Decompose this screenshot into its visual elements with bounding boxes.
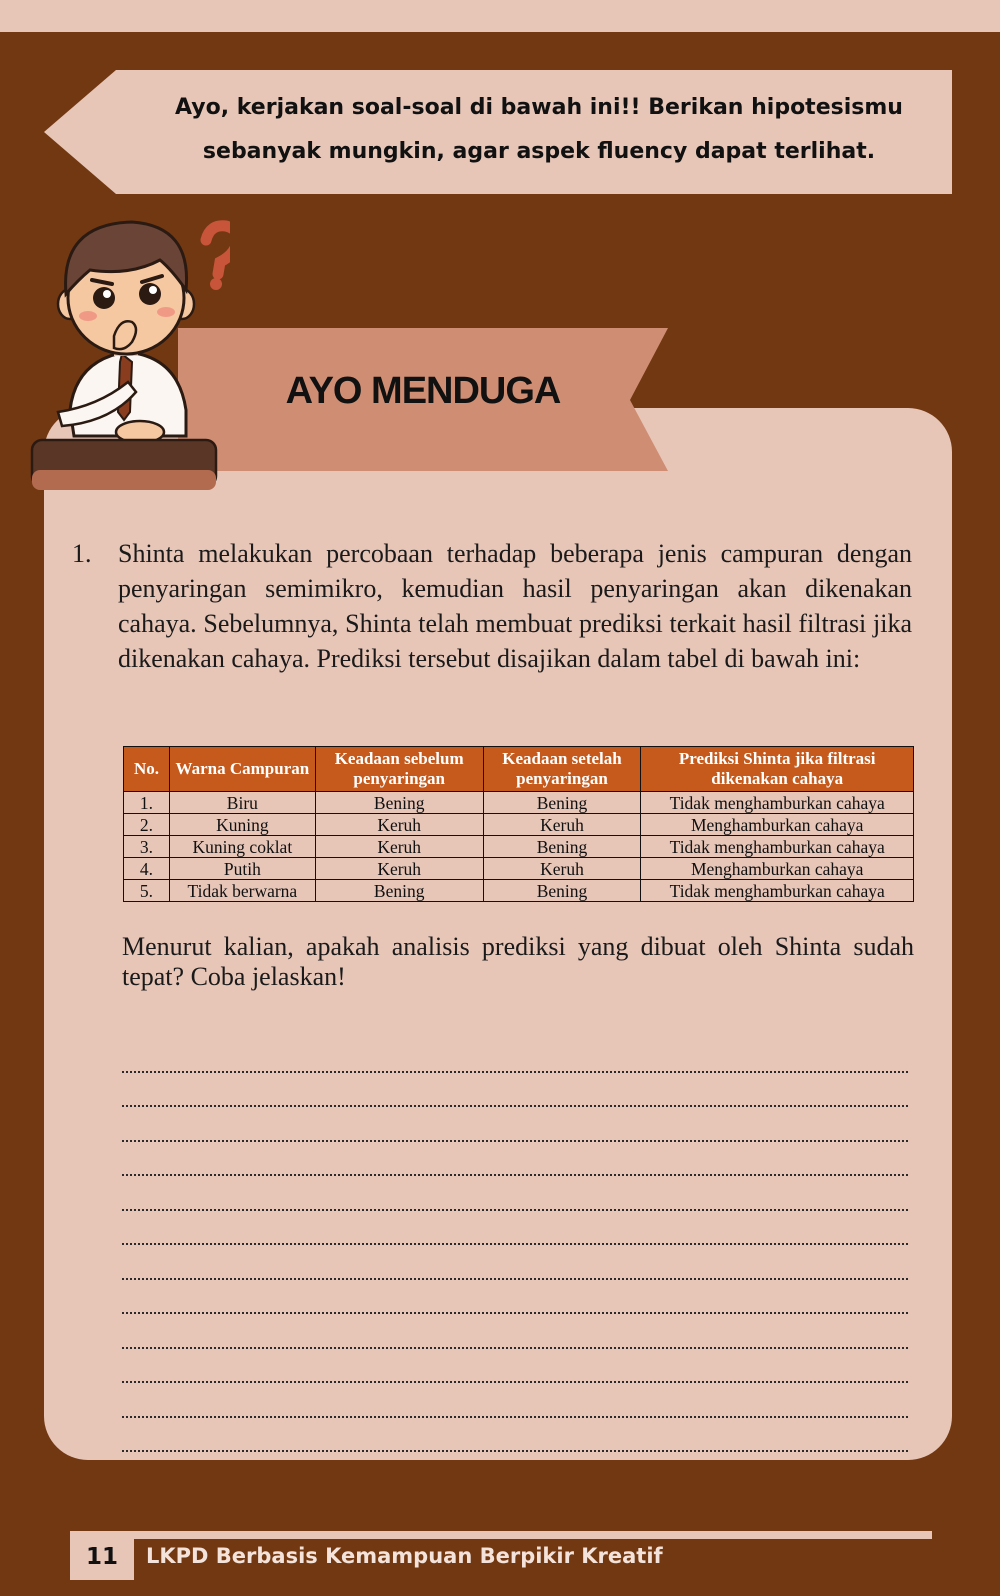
- table-cell: Tidak menghamburkan cahaya: [641, 880, 914, 902]
- thinking-student-illustration: [30, 212, 230, 502]
- answer-line[interactable]: [122, 1073, 908, 1108]
- table-cell: Tidak menghamburkan cahaya: [641, 836, 914, 858]
- question-number: 1.: [72, 539, 92, 568]
- table-row: [124, 836, 914, 858]
- table-cell: Bening: [483, 792, 641, 814]
- footer-bar: [70, 1531, 932, 1539]
- table-row: [124, 792, 914, 814]
- table-row: [124, 880, 914, 902]
- table-cell: Bening: [483, 836, 641, 858]
- table-cell: Keruh: [315, 858, 483, 880]
- question-text: Shinta melakukan percobaan terhadap beberapa jenis campuran dengan penyaringan semimikro, kemudian hasil penyaringan akan dikenakan cahaya. Sebelumnya, Shinta telah membuat prediksi terkait hasil filtrasi jika dikenakan cahaya. Prediksi tersebut disajikan dalam tabel di bawah ini:: [118, 539, 912, 673]
- table-cell: Kuning: [169, 814, 315, 836]
- answer-line[interactable]: [122, 1142, 908, 1177]
- table-cell: Kuning coklat: [169, 836, 315, 858]
- table-row: [124, 858, 914, 880]
- answer-line[interactable]: [122, 1107, 908, 1142]
- section-ribbon: [178, 328, 668, 471]
- table-cell: Keruh: [315, 836, 483, 858]
- instruction-banner: [44, 70, 952, 194]
- instruction-text: [144, 86, 934, 174]
- page-number: 11: [70, 1531, 134, 1580]
- answer-line[interactable]: [122, 1349, 908, 1384]
- header-warna-campuran: Warna Campuran: [169, 747, 315, 792]
- top-strip: [0, 0, 1000, 32]
- table-cell: Bening: [315, 792, 483, 814]
- answer-line[interactable]: [122, 1245, 908, 1280]
- footer-title: LKPD Berbasis Kemampuan Berpikir Kreatif: [146, 1544, 663, 1568]
- table-cell: Bening: [483, 880, 641, 902]
- table-cell: 3.: [124, 836, 170, 858]
- question-mark-icon: [206, 226, 230, 290]
- answer-lines[interactable]: [122, 1038, 908, 1452]
- answer-line[interactable]: [122, 1280, 908, 1315]
- table-cell: Keruh: [315, 814, 483, 836]
- header-keadaan-setelah: Keadaan setelah penyaringan: [483, 747, 641, 792]
- table-cell: Tidak menghamburkan cahaya: [641, 792, 914, 814]
- table-cell: Biru: [169, 792, 315, 814]
- table-row: [124, 814, 914, 836]
- answer-line[interactable]: [122, 1418, 908, 1453]
- answer-line[interactable]: [122, 1383, 908, 1418]
- header-prediksi: Prediksi Shinta jika filtrasi dikenakan cahaya: [641, 747, 914, 792]
- header-keadaan-sebelum: Keadaan sebelum penyaringan: [315, 747, 483, 792]
- table-cell: Tidak berwarna: [169, 880, 315, 902]
- table-cell: Putih: [169, 858, 315, 880]
- prediction-table: [123, 746, 914, 902]
- table-cell: Menghamburkan cahaya: [641, 858, 914, 880]
- table-cell: Menghamburkan cahaya: [641, 814, 914, 836]
- table-cell: 2.: [124, 814, 170, 836]
- table-cell: 5.: [124, 880, 170, 902]
- answer-line[interactable]: [122, 1038, 908, 1073]
- table-cell: 1.: [124, 792, 170, 814]
- table-cell: Keruh: [483, 858, 641, 880]
- header-no: No.: [124, 747, 170, 792]
- answer-line[interactable]: [122, 1211, 908, 1246]
- answer-line[interactable]: [122, 1176, 908, 1211]
- instruction-line-1: Ayo, kerjakan soal-soal di bawah ini!! Berikan hipotesismu: [175, 95, 903, 120]
- section-title: AYO MENDUGA: [285, 370, 561, 412]
- follow-up-question: Menurut kalian, apakah analisis prediksi yang dibuat oleh Shinta sudah tepat? Coba jelaskan!: [122, 932, 914, 991]
- answer-line[interactable]: [122, 1314, 908, 1349]
- table-header-row: [124, 747, 914, 792]
- instruction-line-2: sebanyak mungkin, agar aspek fluency dapat terlihat.: [202, 139, 876, 164]
- table-cell: 4.: [124, 858, 170, 880]
- table-cell: Bening: [315, 880, 483, 902]
- table-cell: Keruh: [483, 814, 641, 836]
